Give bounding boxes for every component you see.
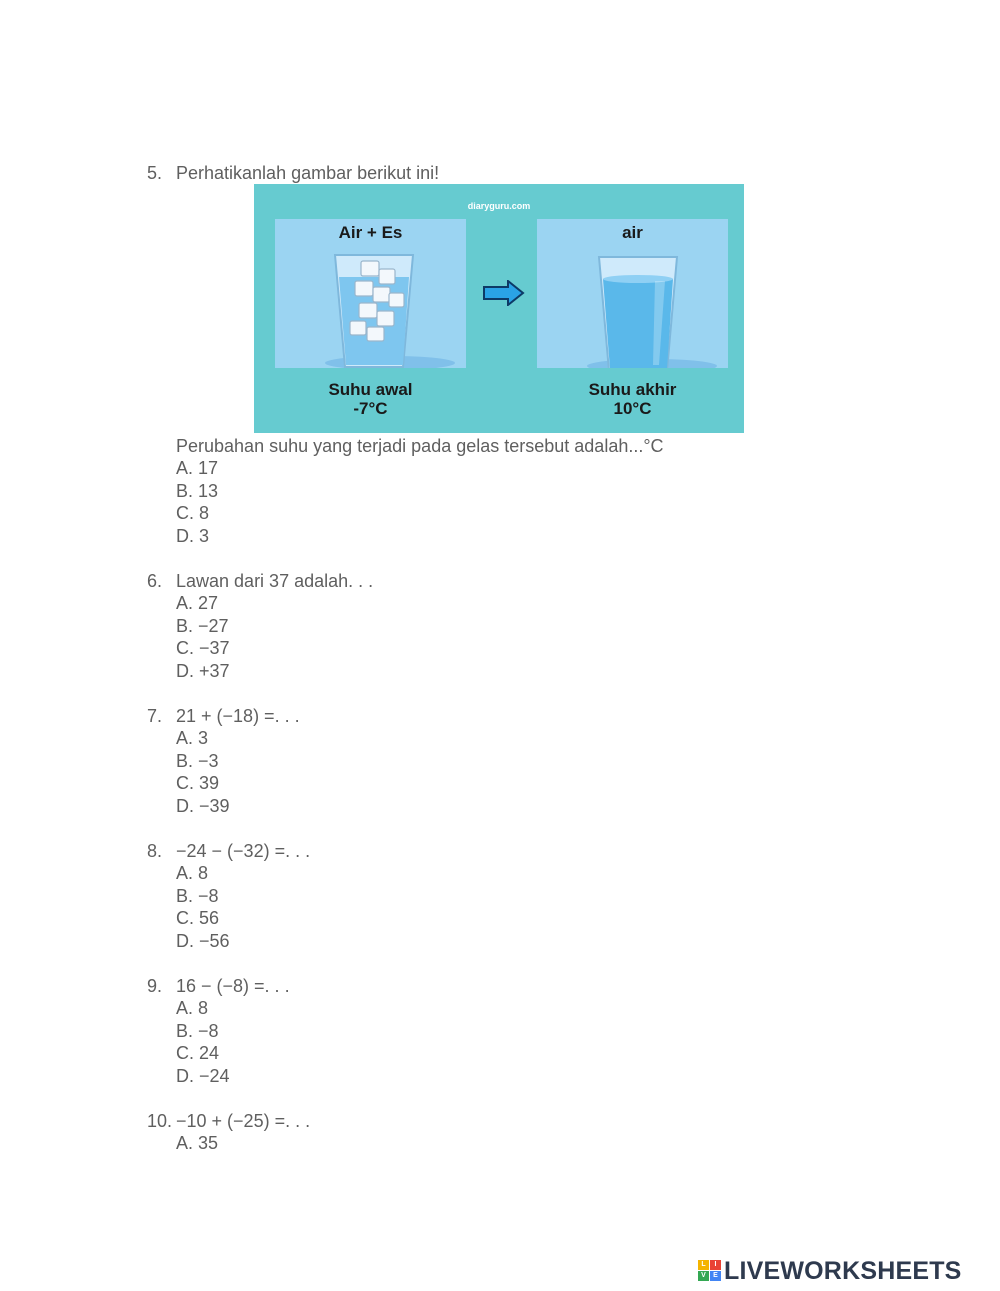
answer-option[interactable]: A. 8 [176, 998, 209, 1018]
panel-title-ice: Air + Es [338, 223, 403, 242]
brand-name: LIVEWORKSHEETS [724, 1257, 962, 1285]
answer-option[interactable]: A. 8 [176, 863, 209, 883]
caption-value: 10°C [613, 399, 652, 418]
logo-block: V [698, 1271, 709, 1281]
answer-option[interactable]: C. 8 [176, 503, 210, 523]
logo-block: L [698, 1260, 709, 1270]
answer-option[interactable]: D. −24 [176, 1066, 230, 1086]
panel-water [537, 219, 728, 368]
temperature-illustration [254, 184, 744, 433]
question-number: 5. [147, 163, 163, 183]
question-number: 10. [147, 1111, 173, 1131]
question-text: Perhatikanlah gambar berikut ini! [176, 163, 440, 183]
answer-option[interactable]: A. 35 [176, 1133, 219, 1153]
answer-option[interactable]: D. −56 [176, 931, 230, 951]
caption-line: Suhu akhir [588, 380, 677, 399]
answer-option[interactable]: C. 56 [176, 908, 220, 928]
final-temperature-caption [537, 380, 728, 418]
answer-option[interactable]: D. 3 [176, 526, 210, 546]
initial-temperature-caption [275, 380, 466, 418]
answer-option[interactable]: C. 39 [176, 773, 220, 793]
question-text: −24 − (−32) =. . . [176, 841, 311, 861]
answer-option[interactable]: B. −8 [176, 886, 219, 906]
answer-option[interactable]: A. 17 [176, 458, 219, 478]
watermark: diaryguru.com [467, 201, 531, 211]
question-text: 16 − (−8) =. . . [176, 976, 290, 996]
logo-block: I [710, 1260, 721, 1270]
question-number: 8. [147, 841, 163, 861]
answer-option[interactable]: D. +37 [176, 661, 230, 681]
arrow-right-icon [482, 280, 526, 306]
ice-glass-icon [275, 219, 466, 368]
caption-value: -7°C [353, 399, 388, 418]
question-text: −10 + (−25) =. . . [176, 1111, 311, 1131]
logo-blocks-icon [698, 1260, 722, 1282]
caption-line: Suhu awal [328, 380, 413, 399]
question-number: 6. [147, 571, 163, 591]
answer-option[interactable]: B. −3 [176, 751, 219, 771]
panel-ice-water [275, 219, 466, 368]
answer-option[interactable]: D. −39 [176, 796, 230, 816]
answer-option[interactable]: B. −27 [176, 616, 229, 636]
water-glass-icon [537, 219, 728, 368]
question-text: 21 + (−18) =. . . [176, 706, 300, 726]
answer-option[interactable]: B. 13 [176, 481, 219, 501]
answer-option[interactable]: A. 27 [176, 593, 219, 613]
question-prompt: Perubahan suhu yang terjadi pada gelas tersebut adalah...°C [176, 436, 664, 456]
question-text: Lawan dari 37 adalah. . . [176, 571, 374, 591]
logo-block: E [710, 1271, 721, 1281]
question-number: 7. [147, 706, 163, 726]
panel-title-water: air [622, 223, 643, 242]
question-number: 9. [147, 976, 163, 996]
answer-option[interactable]: B. −8 [176, 1021, 219, 1041]
answer-option[interactable]: C. 24 [176, 1043, 220, 1063]
answer-option[interactable]: A. 3 [176, 728, 209, 748]
answer-option[interactable]: C. −37 [176, 638, 230, 658]
